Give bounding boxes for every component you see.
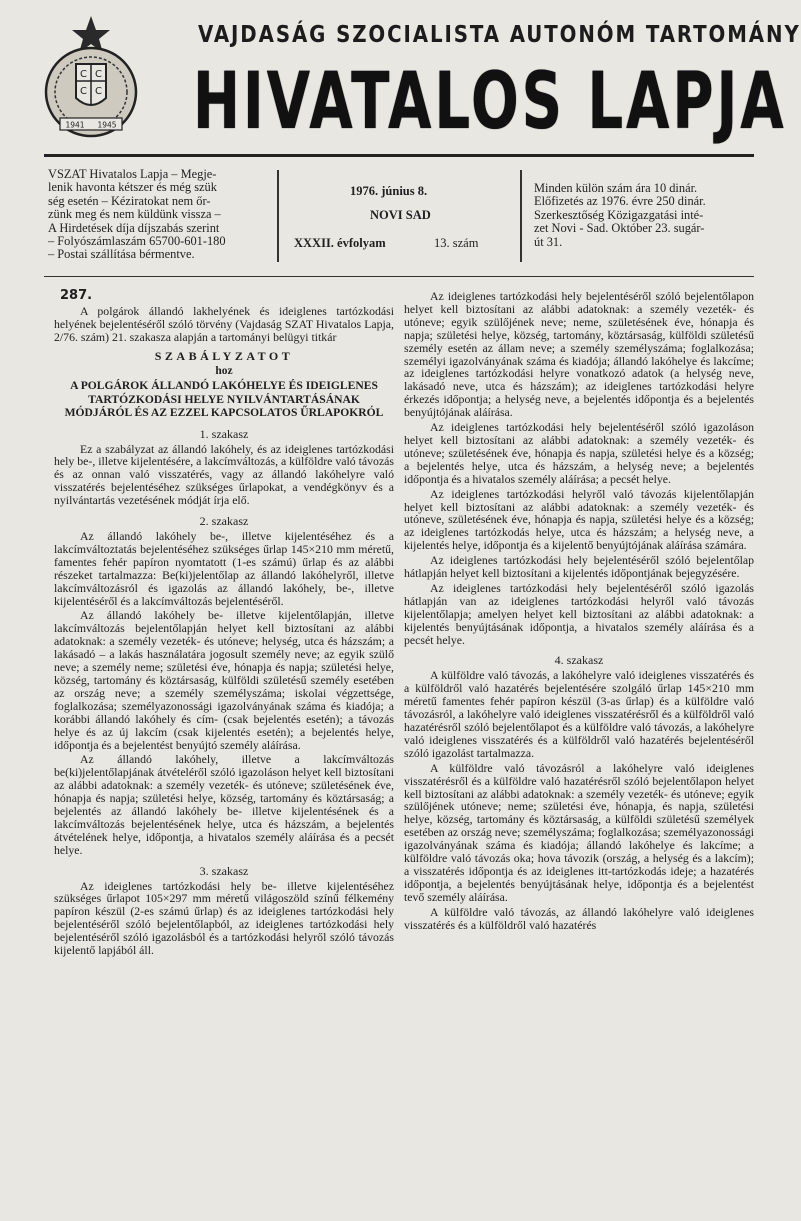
paragraph: Az állandó lakóhely, illetve a lakcímváltozás be(ki)jelentőlapjának átvételéről szóló igazoláson helyet kell biztosítani az alábbi adatoknak: a személy vezeték- és utóneve; születésének éve, hónapja és napja; születési helye, község, tartomány és köztársaság; a bejelentés az állandó lakóhely be- illetve kijelentésének és a lakcímváltozás bejelentésének helye, utca és házszám, a bejelentés átvételének helye, időpontja, a hivatalos személy aláírása és a pecsét helye. xyxy=(54,752,394,857)
text-column-left xyxy=(54,290,394,959)
terms-line: lenik havonta kétszer és még szük xyxy=(48,180,217,195)
paragraph: Az ideiglenes tartózkodási hely bejelentéséről szóló igazolás hátlapján van az ideiglenes tartózkodási helyről való távozás kijelentőlapja; amelyen helyet kell biztosítani az alábbi adatoknak: a kijelentés benyújtásának időpontja, a hivatalos személy aláírása és a pecsét helye. xyxy=(404,580,754,647)
info-rule xyxy=(44,276,754,277)
info-divider xyxy=(520,170,522,262)
publication-terms xyxy=(48,168,278,262)
paragraph: Az állandó lakóhely be- illetve kijelentőlapján, illetve lakcímváltozás bejelentőlapján helyet kell biztosítani az alábbi adatoknak: a személy vezeték- és utóneve; helység, utca és házszám; a lakásadó – a lakás használatára jogosult személy neve; az egyik szülő neve; a személy neme; születési éve, hónapja és napja; születési helye, község, tartomány és köztársaság, külföldi születésű személy esetében az ország neve; a személy személyszáma; iskolai végzettsége, foglalkozása; személyazonossági igazolványának száma és kiadója; a korábbi állandó lakóhely és cím- (csak bejelentés esetén); a távozás helye és az új lakcím (csak kijelentés esetén); a bejelentés helye, időpontja és a bejelentést benyújtó személy aláírása. xyxy=(54,608,394,752)
gazette-title: HIVATALOS LAPJA xyxy=(193,57,787,147)
section-heading: 2. szakasz xyxy=(199,514,249,529)
document-title: A POLGÁROK ÁLLANDÓ LAKÓHELYE ÉS IDEIGLENES TARTÓZKODÁSI HELYE NYILVÁNTARTÁSÁNAK MÓDJÁRÓL ÉS AZ EZZEL KAPCSOLATOS ŰRLAPOKRÓL xyxy=(64,379,384,420)
crest-year-end: 1945 xyxy=(97,120,117,130)
paragraph: Az ideiglenes tartózkodási hely bejelentéséről szóló igazoláson helyet kell biztosítani az alábbi adatoknak: a személy vezeték- és utóneve; születésének éve, hónapja és napja, születési helye és a község; a bejelentés helye, utca és házszám, a helység neve; a bejelentés időpontja és a hivatalos személy aláírása; a pecsét helye. xyxy=(404,420,754,486)
paragraph: Az ideiglenes tartózkodási hely be- illetve kijelentéséhez szükséges űrlapot 105×297 mm méretű világoszöld színű félkemény papíron készül (2-es számú űrlap) és az ideiglenes tartózkodási hely bejelentéséről szóló bejelentőlapból, az ideiglenes tartózkodási hely bejelentéséről szóló igazolásból és a tartózkodási helyről szóló távozás kijelentő lapjából áll. xyxy=(54,878,394,958)
terms-line: – Folyószámlaszám 65700-601-180 xyxy=(48,234,226,249)
paragraph: A külföldre való távozás, az állandó lakóhelyre való ideiglenes visszatérés és a külföldről való hazatérés xyxy=(404,904,754,932)
document-number: 287. xyxy=(60,288,93,303)
text-column-right xyxy=(404,290,754,934)
section-heading: 4. szakasz xyxy=(554,653,604,668)
section-heading: 3. szakasz xyxy=(199,863,249,878)
terms-line: zünk meg és nem küldünk vissza – xyxy=(48,207,221,222)
paragraph: Az állandó lakóhely be-, illetve kijelentéséhez és a lakcímváltoztatás bejelentéséhez szükséges űrlap 145×210 mm méretű, famentes fehér papíron nyomtatott (1-es számú) űrlap és az alábbi részeket tartalmazza: Be(ki)jelentőlap az állandó lakóhelyről, illetve lakcímváltozásról és igazolás az állandó lakóhely, be-, illetve kijelentéséről és a lakcímváltozás bejelentéséről. xyxy=(54,529,394,608)
subscription-line: Minden külön szám ára 10 dinár. xyxy=(534,181,698,195)
crest-letter-3: С xyxy=(80,86,87,97)
terms-line: – Postai szállítása bérmentve. xyxy=(48,247,195,262)
subscription-line: zet Novi - Sad. Október 23. sugár- xyxy=(534,221,705,236)
crest-letter-2: С xyxy=(95,69,102,80)
terms-line: ség esetén – Kéziratokat nem őr- xyxy=(48,193,211,208)
coat-of-arms-icon xyxy=(42,14,140,140)
issue-volume: XXXII. évfolyam xyxy=(294,236,386,250)
gazette-publisher: VAJDASÁG SZOCIALISTA AUTONÓM TARTOMÁNY xyxy=(198,22,801,48)
subscription-line: Előfizetés az 1976. évre 250 dinár. xyxy=(534,194,706,209)
terms-line: VSZAT Hivatalos Lapja – Megje- xyxy=(48,167,217,181)
subscription-info xyxy=(534,182,756,249)
subscription-line: Szerkesztőség Közigazgatási inté- xyxy=(534,207,704,222)
issue-date: 1976. június 8. xyxy=(350,184,428,198)
issue-number: 13. szám xyxy=(434,236,479,250)
paragraph: Az ideiglenes tartózkodási helyről való távozás kijelentőlapján helyet kell biztosítani az alábbi adatoknak: a személy vezeték- és utóneve, születésének éve, hónapja és napja, születési helye és a község; az ideiglenes tartózkodás helye, utca és házszám; a helység neve, a kijelentés helye, időpontja és a kijelentő benyújtójának aláírása számára. xyxy=(404,486,754,553)
crest-letter-4: С xyxy=(95,86,102,97)
paragraph: Ez a szabályzat az állandó lakóhely, és az ideiglenes tartózkodási hely be-, illetve kijelentésére, a lakcímváltozás, a külföldre való távozás és az onnan való visszatérés, vagy az állandó lakóhelyre való visszatérés bejelentéséhez szükséges űrlapokat, a vendégkönyv és a nyilvántartás vezetésének módját írja elő. xyxy=(54,441,395,508)
paragraph: Az ideiglenes tartózkodási hely bejelentéséről szóló bejelentőlapon helyet kell biztosítani az alábbi adatoknak: a személy vezeték- és utóneve; egyik szülőjének neve; neme, születésének éve, hónapja és napja; születési helye, község, tartomány, köztársaság, külföldi születésű személy esetén az állam neve; a személy személyszáma; foglalkozása; személyi igazolványának száma és kiadója; állandó lakóhelye és lakcíme; az ideiglenes tartózkodási helyre vonatkozó adatok (a helység neve, lakásadó neve, utca és házszám); az ideiglenes tartózkodási helyre érkezés időpontja; a helység neve, a bejelentés időpontja és a bejelentés benyújtójának aláírása. xyxy=(404,289,754,420)
section-heading: 1. szakasz xyxy=(199,426,249,441)
subscription-line: út 31. xyxy=(534,234,563,249)
intro-paragraph: A polgárok állandó lakhelyének és ideiglenes tartózkodási helyének bejelentéséről szóló törvény (Vajdaság SZAT Hivatalos Lapja, 2/76. szám) 21. szakasza alapján a tartományi belügyi titkár xyxy=(54,303,394,344)
document-heading: SZABÁLYZATOT xyxy=(154,348,294,363)
crest-letter-1: С xyxy=(80,69,87,80)
document-heading-suffix: hoz xyxy=(215,364,233,377)
paragraph: A külföldre való távozás, a lakóhelyre való ideiglenes visszatérés és a külföldről való hazatérés bejelentésére szolgáló űrlap 145×210 mm méretű famentes fehér papíron készül (3-as űrlap) és a külföldre való távozásról, a lakóhelyre való ideiglenes visszatérésről és a külföldről való hazatérésről szóló bejelentőlapot és a külföldre való távozás, a lakóhelyre való ideiglenes visszatérés és a külföldről való hazatérés bejelentéséről szóló igazolást tartalmazza. xyxy=(404,668,754,760)
terms-line: A Hirdetések díja díjszabás szerint xyxy=(48,220,220,235)
paragraph: A külföldre való távozásról a lakóhelyre való ideiglenes visszatérésről és a külföldre való hazatérésről szóló bejelentőlapon helyet kell biztosítani az alábbi adatoknak: a személy vezeték- és utóneve; egyik szülőjének utóneve; neme; születési éve, hónapja, és napja, születési helye, község, tartomány és köztársaság, a külföldi születésű személyek esetében az ország neve; személyszáma; foglalkozása; személyazonossági igazolványának száma és kiadója; állandó lakóhelye és lakcíme; a külföldre való távozás oka; hova távozik (ország, a helység és a lakcím); a visszatérés időpontja és az ideiglenes itt-tartózkodás ideje; a hazatérés időpontja, a bejelentés benyújtásának helye, időpontja és a bejelentést tevő személy aláírása. xyxy=(404,760,754,904)
info-divider xyxy=(277,170,279,262)
paragraph: Az ideiglenes tartózkodási hely bejelentéséről szóló bejelentőlap hátlapján helyet kell biztosítani a kijelentés időpontjának bejegyzésére. xyxy=(404,553,754,581)
crest-year-start: 1941 xyxy=(65,120,85,130)
issue-city: NOVI SAD xyxy=(370,208,431,222)
masthead-rule xyxy=(44,154,754,157)
